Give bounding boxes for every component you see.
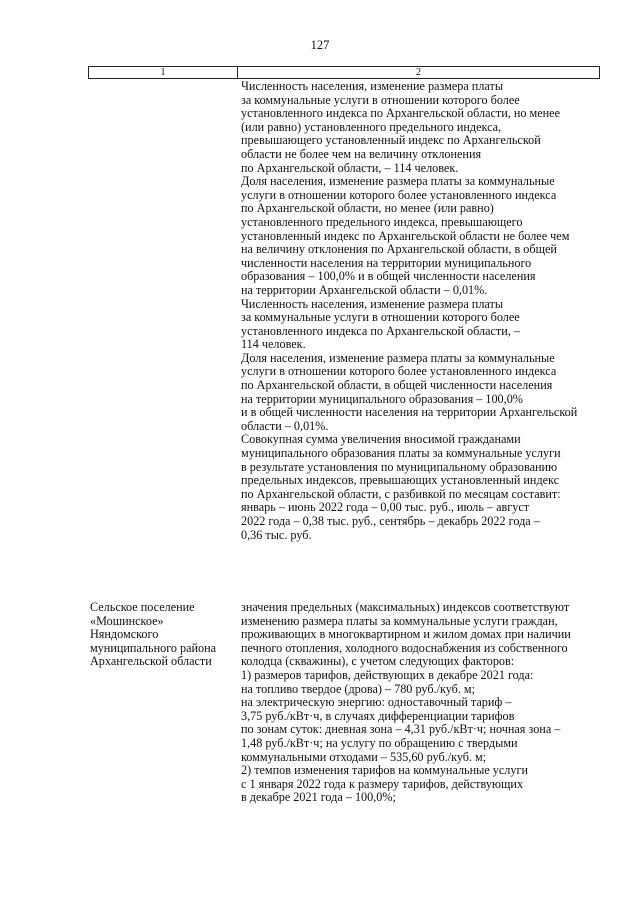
table-header xyxy=(88,66,600,79)
text-line: численности населения на территории муниципального xyxy=(241,255,532,270)
text-line: на территории муниципального образования – 100,0% xyxy=(241,391,523,406)
text-line: за коммунальные услуги в отношении которого более xyxy=(241,92,520,107)
text-line: в результате установления по муниципальному образованию xyxy=(241,459,558,474)
text-line: Численность населения, изменение размера платы xyxy=(241,79,504,93)
text-line: по Архангельской области, в общей численности населения xyxy=(241,378,553,393)
text-line: на величину отклонения по Архангельской области, в общей xyxy=(241,242,557,257)
text-line: установленный индекс по Архангельской области не более чем xyxy=(241,228,570,243)
text-line: в декабре 2021 года – 100,0%; xyxy=(241,790,396,805)
text-line: превышающего установленный индекс по Архангельской xyxy=(241,133,541,148)
row2-left-cell xyxy=(90,601,238,669)
text-line: 3,75 руб./кВт·ч, в случаях дифференциации тарифов xyxy=(241,708,515,723)
table-header-col1: 1 xyxy=(89,67,238,78)
text-line: колодца (скважины), с учетом следующих факторов: xyxy=(241,654,515,669)
text-line: по Архангельской области, – 114 человек. xyxy=(241,160,459,175)
text-line: услуги в отношении которого более установленного индекса xyxy=(241,364,557,379)
text-line: на территории Архангельской области – 0,01%. xyxy=(241,282,488,297)
text-line: Сельское поселение xyxy=(90,600,195,614)
text-line: установленного предельного индекса, превышающего xyxy=(241,214,523,229)
text-line: области не более чем на величину отклонения xyxy=(241,146,482,161)
text-line: Няндомского xyxy=(90,627,159,642)
text-line: предельных индексов, превышающих установленный индекс xyxy=(241,473,560,488)
text-line: Численность населения, изменение размера платы xyxy=(241,296,504,311)
page-number: 127 xyxy=(310,38,330,52)
text-line: Совокупная сумма увеличения вносимой гражданами xyxy=(241,432,521,447)
text-line: Архангельской области xyxy=(90,654,212,669)
text-line: и в общей численности населения на территории Архангельской xyxy=(241,405,578,420)
text-line: 2) темпов изменения тарифов на коммунальные услуги xyxy=(241,763,528,778)
row1-right-cell xyxy=(241,80,603,542)
text-line: образования – 100,0% и в общей численности населения xyxy=(241,269,536,284)
table-header-col2: 2 xyxy=(416,67,421,78)
text-line: по зонам суток: дневная зона – 4,31 руб./кВт·ч; ночная зона – xyxy=(241,722,561,737)
text-line: изменению размера платы за коммунальные услуги граждан, xyxy=(241,613,558,628)
text-line: проживающих в многоквартирном и жилом домах при наличии xyxy=(241,627,571,642)
text-line: с 1 января 2022 года к размеру тарифов, действующих xyxy=(241,776,524,791)
text-line: установленного индекса по Архангельской области, но менее xyxy=(241,106,560,121)
text-line: за коммунальные услуги в отношении которого более xyxy=(241,310,520,325)
text-line: области – 0,01%. xyxy=(241,418,329,433)
text-line: по Архангельской области, с разбивкой по месяцам составит: xyxy=(241,486,561,501)
row2-right-cell xyxy=(241,601,603,805)
text-line: (или равно) установленного предельного индекса, xyxy=(241,119,502,134)
text-line: установленного индекса по Архангельской области, – xyxy=(241,323,520,338)
text-line: по Архангельской области, но менее (или равно) xyxy=(241,201,494,216)
text-line: Доля населения, изменение размера платы за коммунальные xyxy=(241,174,555,189)
text-line: услуги в отношении которого более установленного индекса xyxy=(241,187,557,202)
text-line: январь – июнь 2022 года – 0,00 тыс. руб., июль – август xyxy=(241,500,530,515)
text-line: «Мошинское» xyxy=(90,613,164,628)
text-line: 2022 года – 0,38 тыс. руб., сентябрь – декабрь 2022 года – xyxy=(241,514,540,528)
text-line: коммунальными отходами – 535,60 руб./куб. м; xyxy=(241,749,487,764)
text-line: на электрическую энергию: одноставочный тариф – xyxy=(241,695,512,710)
text-line: печного отопления, холодного водоснабжения из собственного xyxy=(241,640,568,655)
text-line: муниципального образования платы за коммунальные услуги xyxy=(241,446,561,461)
text-line: на топливо твердое (дрова) – 780 руб./куб. м; xyxy=(241,681,476,696)
text-line: значения предельных (максимальных) индексов соответствуют xyxy=(241,600,570,614)
text-line: 114 человек. xyxy=(241,337,306,352)
text-line: 1,48 руб./кВт·ч; на услугу по обращению с твердыми xyxy=(241,735,518,750)
text-line: Доля населения, изменение размера платы за коммунальные xyxy=(241,350,555,365)
text-line: муниципального района xyxy=(90,640,217,655)
text-line: 0,36 тыс. руб. xyxy=(241,527,312,542)
text-line: 1) размеров тарифов, действующих в декабре 2021 года: xyxy=(241,667,534,682)
